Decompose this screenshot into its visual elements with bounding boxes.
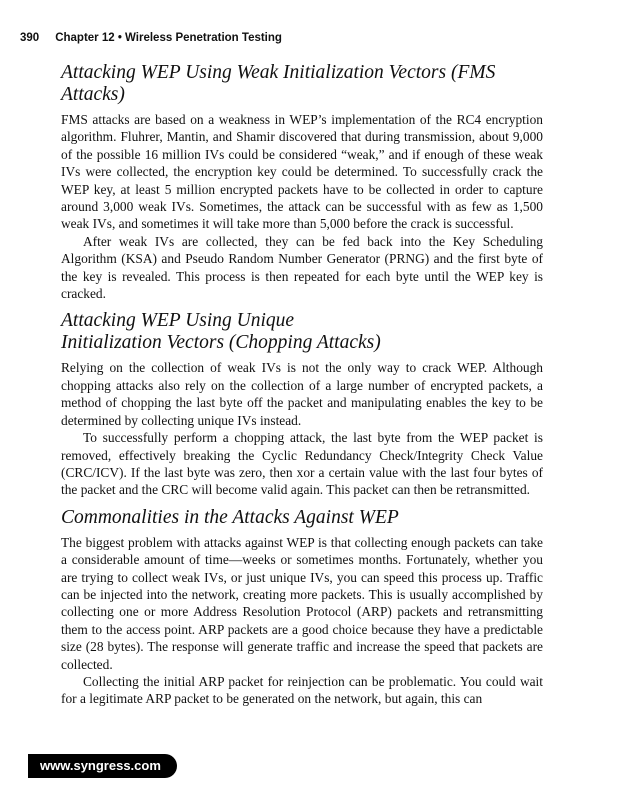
paragraph: FMS attacks are based on a weakness in WEP’s implementation of the RC4 encryption algorithm. Fluhrer, Mantin, and Shamir discovered that during transmission, about 9,000 of the possible 16 million IVs could be considered “weak,” and if enough of these weak IVs were collected, the encryption key could be determined. To successfully crack the WEP key, at least 5 million encrypted packets have to be collected in order to capture around 3,000 weak IVs. Sometimes, the attack can be successful with as few as 1,500 weak IVs, and sometimes it will take more than 5,000 before the crack is successful. [61, 112, 543, 232]
section-commonalities [61, 507, 543, 708]
section-heading-line: Commonalities in the Attacks Against WEP [61, 506, 399, 528]
paragraph: Relying on the collection of weak IVs is not the only way to crack WEP. Although chopping attacks also rely on the collection of a large number of encrypted packets, a method of chopping the last byte off the packet and manipulating enables the key to be determined by collecting unique IVs instead. [61, 360, 543, 428]
page-body [61, 62, 543, 716]
page-number: 390 [20, 32, 40, 44]
section-heading-line: Attacking WEP Using Weak Initialization Vectors (FMS Attacks) [61, 62, 496, 105]
section-heading-line: Initialization Vectors (Chopping Attacks) [61, 332, 381, 354]
paragraph: Collecting the initial ARP packet for reinjection can be problematic. You could wait for a legitimate ARP packet to be generated on the network, but again, this can [61, 673, 543, 707]
section-heading [61, 310, 543, 354]
section-heading-line: Attacking WEP Using Unique [61, 310, 295, 332]
section-heading [61, 507, 543, 529]
section-fms-attacks [61, 62, 543, 302]
site-url-badge: www.syngress.com [28, 754, 177, 778]
paragraph: After weak IVs are collected, they can be fed back into the Key Scheduling Algorithm (KSA) and Pseudo Random Number Generator (PRNG) and the first byte of the key is revealed. This process is then repeated for each byte until the WEP key is cracked. [61, 233, 543, 302]
page-header [20, 32, 282, 44]
paragraph: The biggest problem with attacks against WEP is that collecting enough packets can take a considerable amount of time—weeks or sometimes months. Fortunately, whether you are trying to collect weak IVs, or just unique IVs, you can speed this process up. Traffic can be injected into the network, creating more packets. This is usually accomplished by collecting one or more Address Resolution Protocol (ARP) packets and retransmitting them to the access point. ARP packets are a good choice because they have a predictable size (28 bytes). The response will generate traffic and increase the speed that packets are collected. [61, 534, 543, 672]
paragraph: To successfully perform a chopping attack, the last byte from the WEP packet is removed, effectively breaking the Cyclic Redundancy Check/Integrity Check Value (CRC/ICV). If the last byte was zero, then xor a certain value with the last four bytes of the packet and the CRC will become valid again. This packet can then be retransmitted. [61, 430, 543, 498]
section-chopping-attacks [61, 310, 543, 498]
chapter-title: Chapter 12 • Wireless Penetration Testing [55, 32, 282, 44]
section-heading [61, 62, 543, 106]
